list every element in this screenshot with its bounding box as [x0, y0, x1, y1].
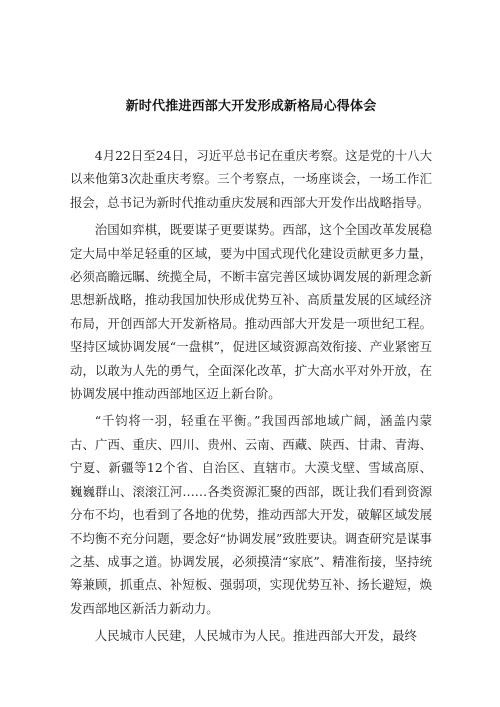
document-title: 新时代推进西部大开发形成新格局心得体会 [125, 99, 377, 114]
paragraph-1: 4月22日至24日，习近平总书记在重庆考察。这是党的十八大以来他第3次赴重庆考察。三个考察点，一场座谈会，一场工作汇报会，总书记为新时代推动重庆发展和西部大开发作出战略指导。 [70, 148, 432, 210]
paragraph-4: 人民城市人民建，人民城市为人民。推进西部大开发，最终 [94, 628, 417, 644]
paragraph-2: 治国如弈棋，既要谋子更要谋势。西部，这个全国改革发展稳定大局中举足轻重的区域，要为中国式现代化建设贡献更多力量，必须高瞻远瞩、统揽全局，不断丰富完善区域协调发展的新理念新思想新战略，推动我国加快形成优势互补、高质量发展的区域经济布局，开创西部大开发新格局。推动西部大开发是一项世纪工程。坚持区域协调发展“一盘棋”，促进区域资源高效衔接、产业紧密互动，以敢为人先的勇气，全面深化改革，扩大高水平对外开放，在协调发展中推动西部地区迈上新台阶。 [70, 222, 432, 402]
paragraph-3: “千钧将一羽，轻重在平衡。”我国西部地域广阔，涵盖内蒙古、广西、重庆、四川、贵州、云南、西藏、陕西、甘肃、青海、宁夏、新疆等12个省、自治区、直辖市。大漠戈壁、雪域高原、巍巍群山、滚滚江河……各类资源汇聚的西部，既让我们看到资源分布不均，也看到了各地的优势，推动西部大开发，破解区域发展不均衡不充分问题，要念好“协调发展”致胜要诀。调查研究是谋事之基、成事之道。协调发展，必须摸清“家底”、精准衔接，坚持统筹兼顾，抓重点、补短板、强弱项，实现优势互补、扬长避短，焕发西部地区新活力新动力。 [70, 413, 432, 616]
